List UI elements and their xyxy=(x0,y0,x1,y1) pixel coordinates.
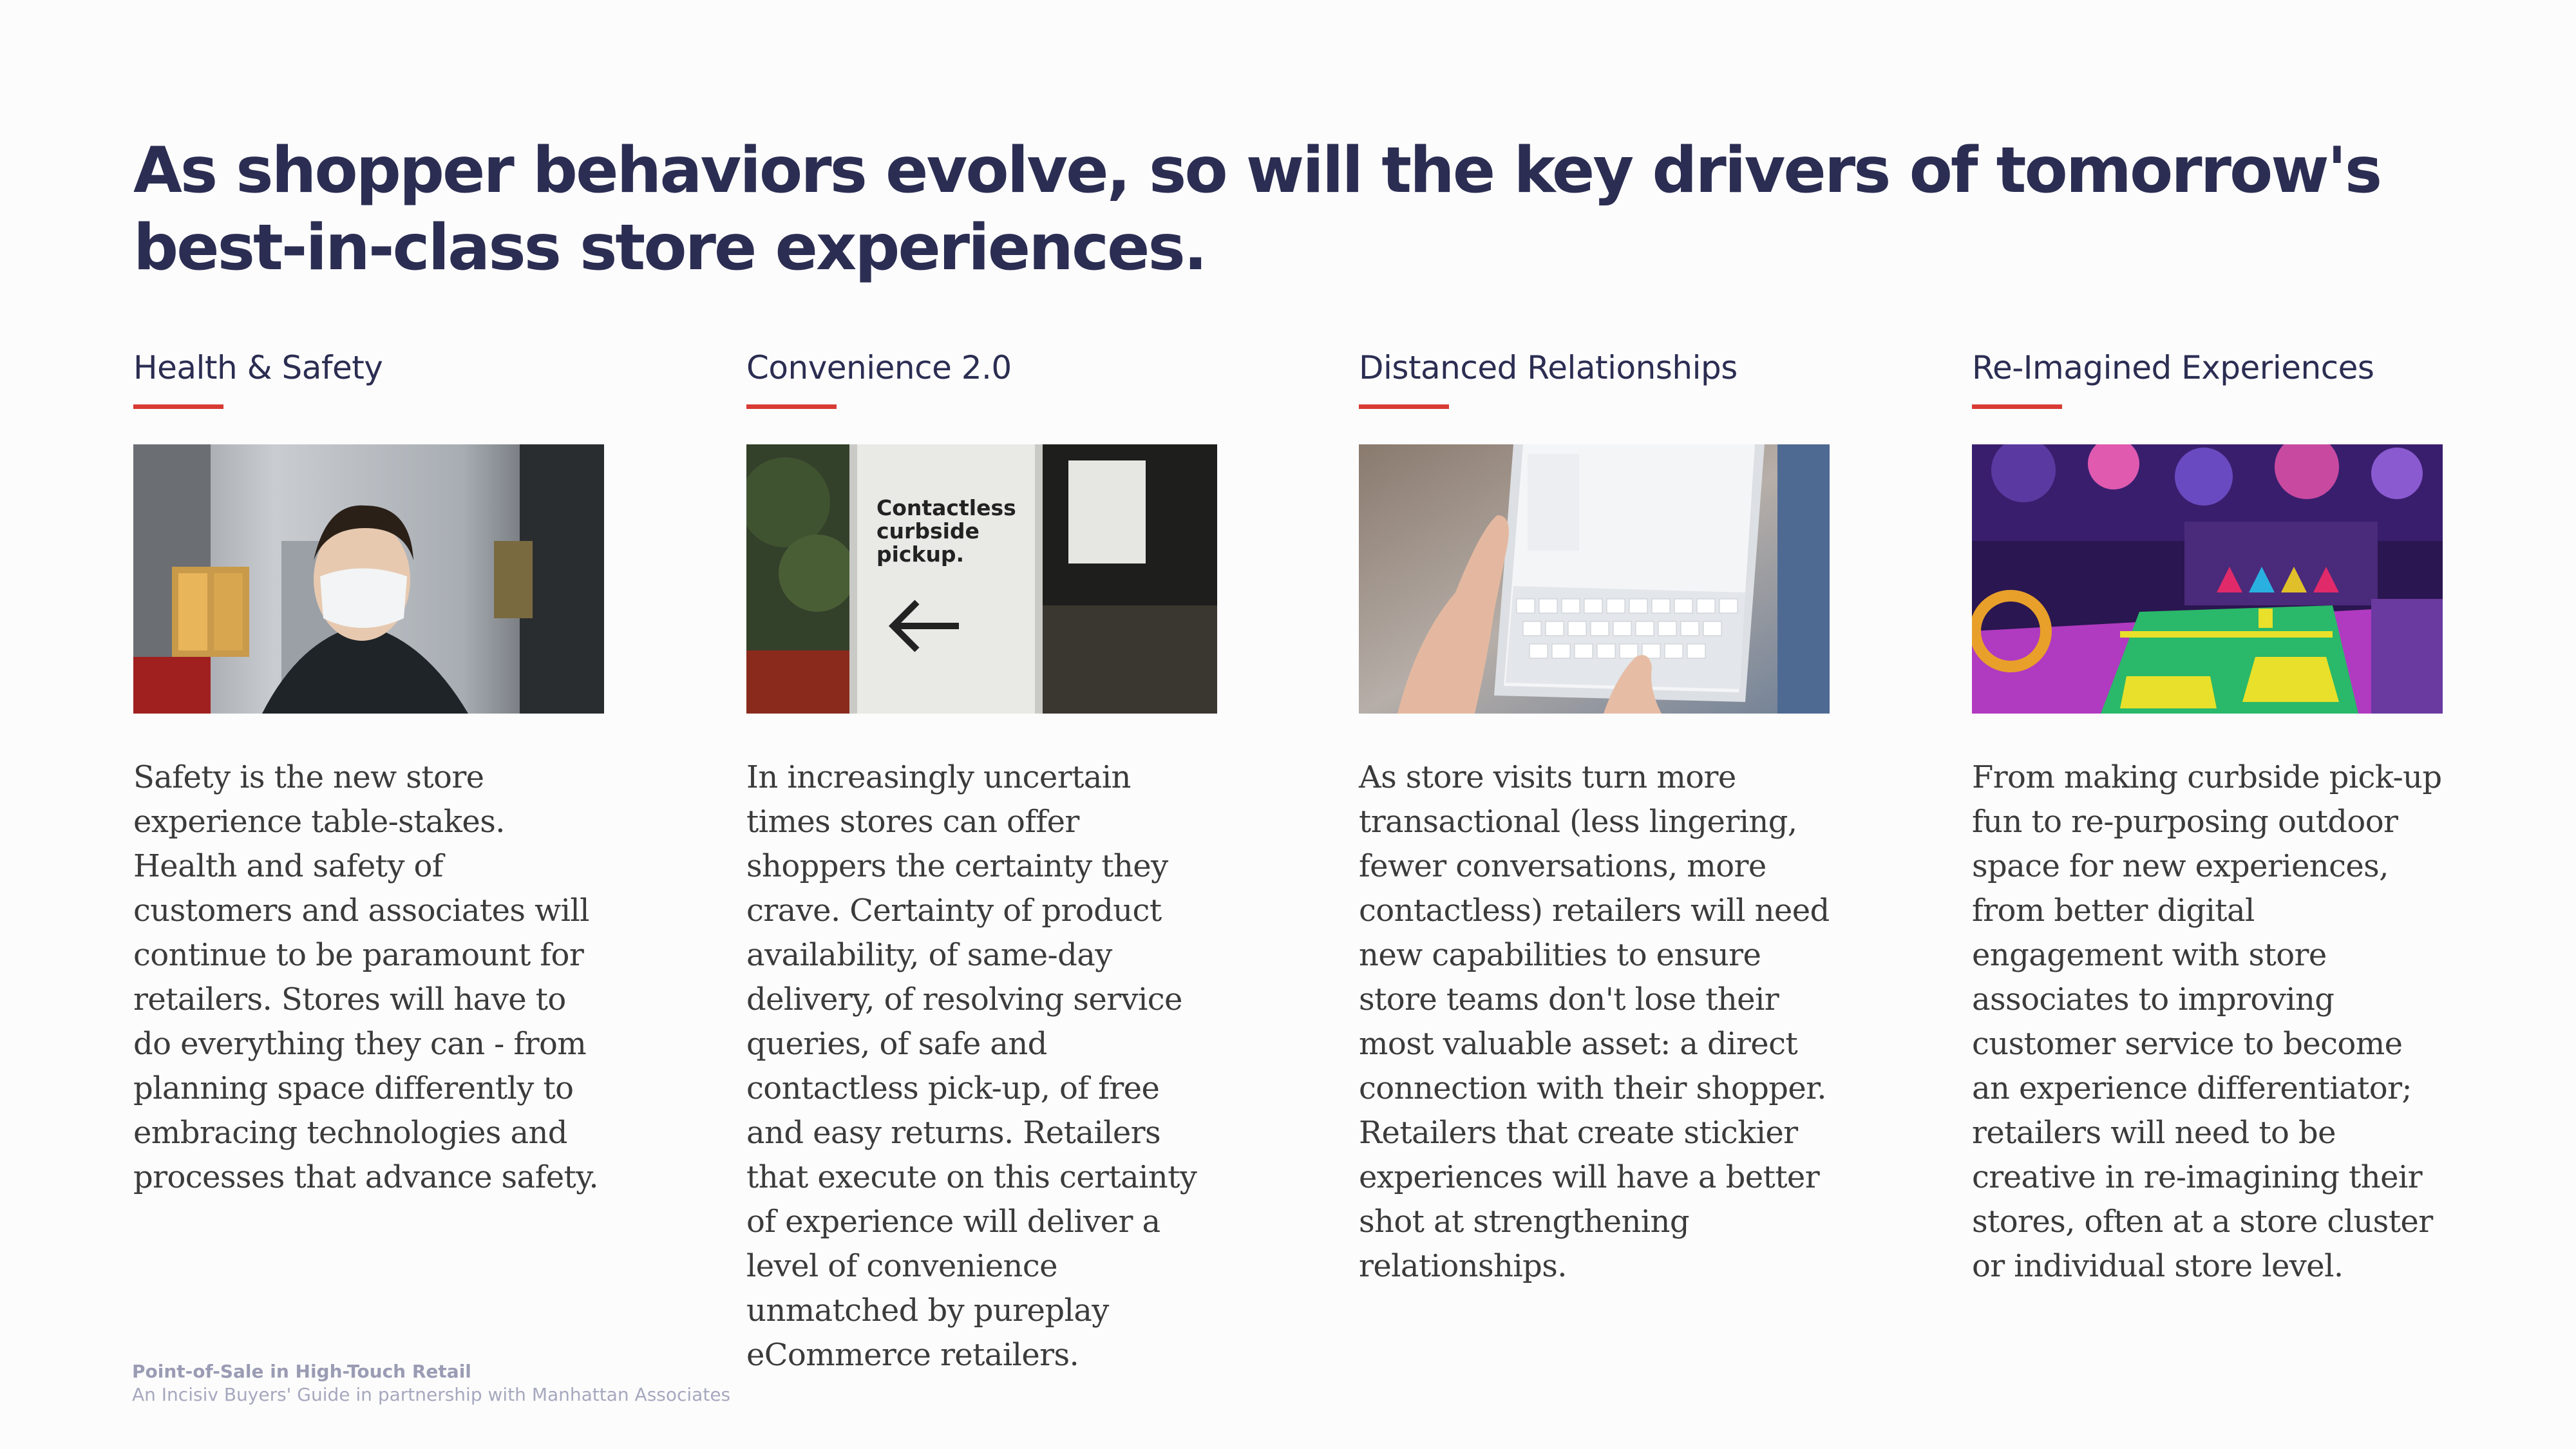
hand-typing-on-tablet-photo xyxy=(1359,444,1830,714)
man-wearing-face-mask-photo xyxy=(133,444,604,714)
column-heading: Convenience 2.0 xyxy=(746,349,1012,386)
neon-mini-golf-venue-photo xyxy=(1972,444,2443,714)
svg-text:curbside: curbside xyxy=(876,518,980,544)
accent-underline xyxy=(1359,404,1449,409)
accent-underline xyxy=(1972,404,2062,409)
column-heading: Re-Imagined Experiences xyxy=(1972,349,2374,386)
accent-underline xyxy=(133,404,223,409)
svg-text:Contactless: Contactless xyxy=(876,495,1016,520)
page-title: As shopper behaviors evolve, so will the key drivers of tomorrow's best-in-class store experiences. xyxy=(133,134,2381,285)
column-body-text: In increasingly uncertain times stores can offer shoppers the certainty they crave. Certainty of product availability, of same-day delivery, of resolving service queries, of safe and contactless pick-up, of free and easy returns. Retailers that execute on this certainty of experience will deliver a level of convenience unmatched by pureplay eCommerce retailers. xyxy=(746,759,1197,1373)
column-distanced-relationships xyxy=(1359,346,1835,1289)
column-heading: Distanced Relationships xyxy=(1359,349,1738,386)
column-body-text: Safety is the new store experience table-stakes. Health and safety of customers and associates will continue to be paramount for retailers. Stores will have to do everything they can - from planning space differently to embracing technologies and processes that advance safety. xyxy=(133,759,599,1195)
footer-subtitle: An Incisiv Buyers' Guide in partnership with Manhattan Associates xyxy=(132,1384,731,1405)
column-convenience xyxy=(746,346,1223,1378)
footer-title: Point-of-Sale in High-Touch Retail xyxy=(132,1361,471,1382)
svg-text:pickup.: pickup. xyxy=(876,542,965,567)
contactless-curbside-pickup-sign-photo xyxy=(746,444,1217,714)
column-reimagined-experiences xyxy=(1972,346,2448,1289)
column-health-safety xyxy=(133,346,610,1200)
accent-underline xyxy=(746,404,837,409)
column-body-text: From making curbside pick-up fun to re-purposing outdoor space for new experiences, from better digital engagement with store associates to improving customer service to become an experience differentiator; retailers will need to be creative in re-imagining their stores, often at a store cluster or individual store level. xyxy=(1972,759,2442,1284)
column-body-text: As store visits turn more transactional (less lingering, fewer conversations, more contactless) retailers will need new capabilities to ensure store teams don't lose their most valuable asset: a direct connection with their shopper. Retailers that create stickier experiences will have a better shot at strengthening relationships. xyxy=(1359,759,1830,1284)
column-heading: Health & Safety xyxy=(133,349,383,386)
